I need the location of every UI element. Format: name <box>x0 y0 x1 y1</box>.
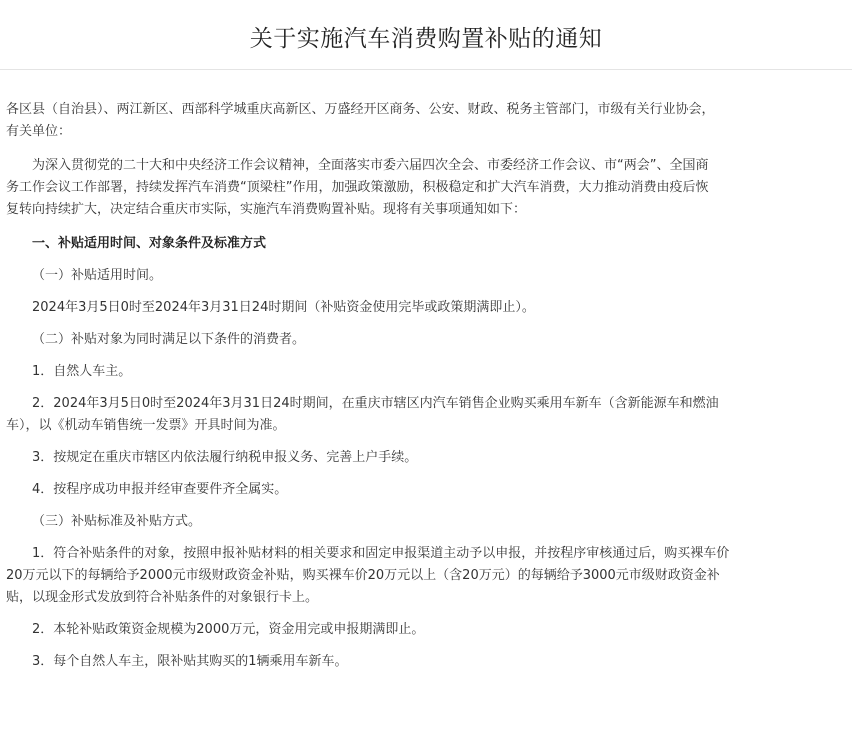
article-body <box>6 99 844 673</box>
standard-item-3: 3．每个自然人车主，限补贴其购买的1辆乘用车新车。 <box>32 654 348 669</box>
title-bar <box>0 0 852 70</box>
condition-item-2: 2．2024年3月5日0时至2024年3月31日24时期间，在重庆市辖区内汽车销售企业购买乘用车新车（含新能源车和燃油 车），以《机动车销售统一发票》开具时间为准。 <box>6 396 719 433</box>
standard-item-2: 2．本轮补贴政策资金规模为2000万元，资金用完或申报期满即止。 <box>32 622 425 637</box>
condition-item-4: 4．按程序成功申报并经审查要件齐全属实。 <box>32 482 288 497</box>
standard-item-1: 1．符合补贴条件的对象，按照申报补贴材料的相关要求和固定申报渠道主动予以申报，并按程序审核通过后，购买裸车价 20万元以下的每辆给予2000元市级财政资金补贴，购买裸车价20万元以上（含20万元）的每辆给予3000元市级财政资金补 贴，以现金形式发放到符合补贴条件的对象银行卡上。 <box>6 546 730 605</box>
intro-paragraph: 为深入贯彻党的二十大和中央经济工作会议精神，全面落实市委六届四次全会、市委经济工作会议、市“两会”、全国商 务工作会议工作部署，持续发挥汽车消费“顶梁柱”作用，加强政策激励，积极稳定和扩大汽车消费，大力推动消费由疫后恢 复转向持续扩大，决定结合重庆市实际，实施汽车消费购置补贴。现将有关事项通知如下： <box>6 158 709 217</box>
addressee-paragraph: 各区县（自治县）、两江新区、西部科学城重庆高新区、万盛经开区商务、公安、财政、税务主管部门，市级有关行业协会， 有关单位： <box>6 102 715 139</box>
time-period-paragraph: 2024年3月5日0时至2024年3月31日24时期间（补贴资金使用完毕或政策期满即止）。 <box>32 300 535 315</box>
subsection-heading-1: （一）补贴适用时间。 <box>32 268 163 283</box>
page-title: 关于实施汽车消费购置补贴的通知 <box>249 26 603 52</box>
condition-item-3: 3．按规定在重庆市辖区内依法履行纳税申报义务、完善上户手续。 <box>32 450 418 465</box>
section-heading-1: 一、补贴适用时间、对象条件及标准方式 <box>32 236 267 251</box>
subsection-heading-2: （二）补贴对象为同时满足以下条件的消费者。 <box>32 332 306 347</box>
subsection-heading-3: （三）补贴标准及补贴方式。 <box>32 514 202 529</box>
condition-item-1: 1．自然人车主。 <box>32 364 132 379</box>
